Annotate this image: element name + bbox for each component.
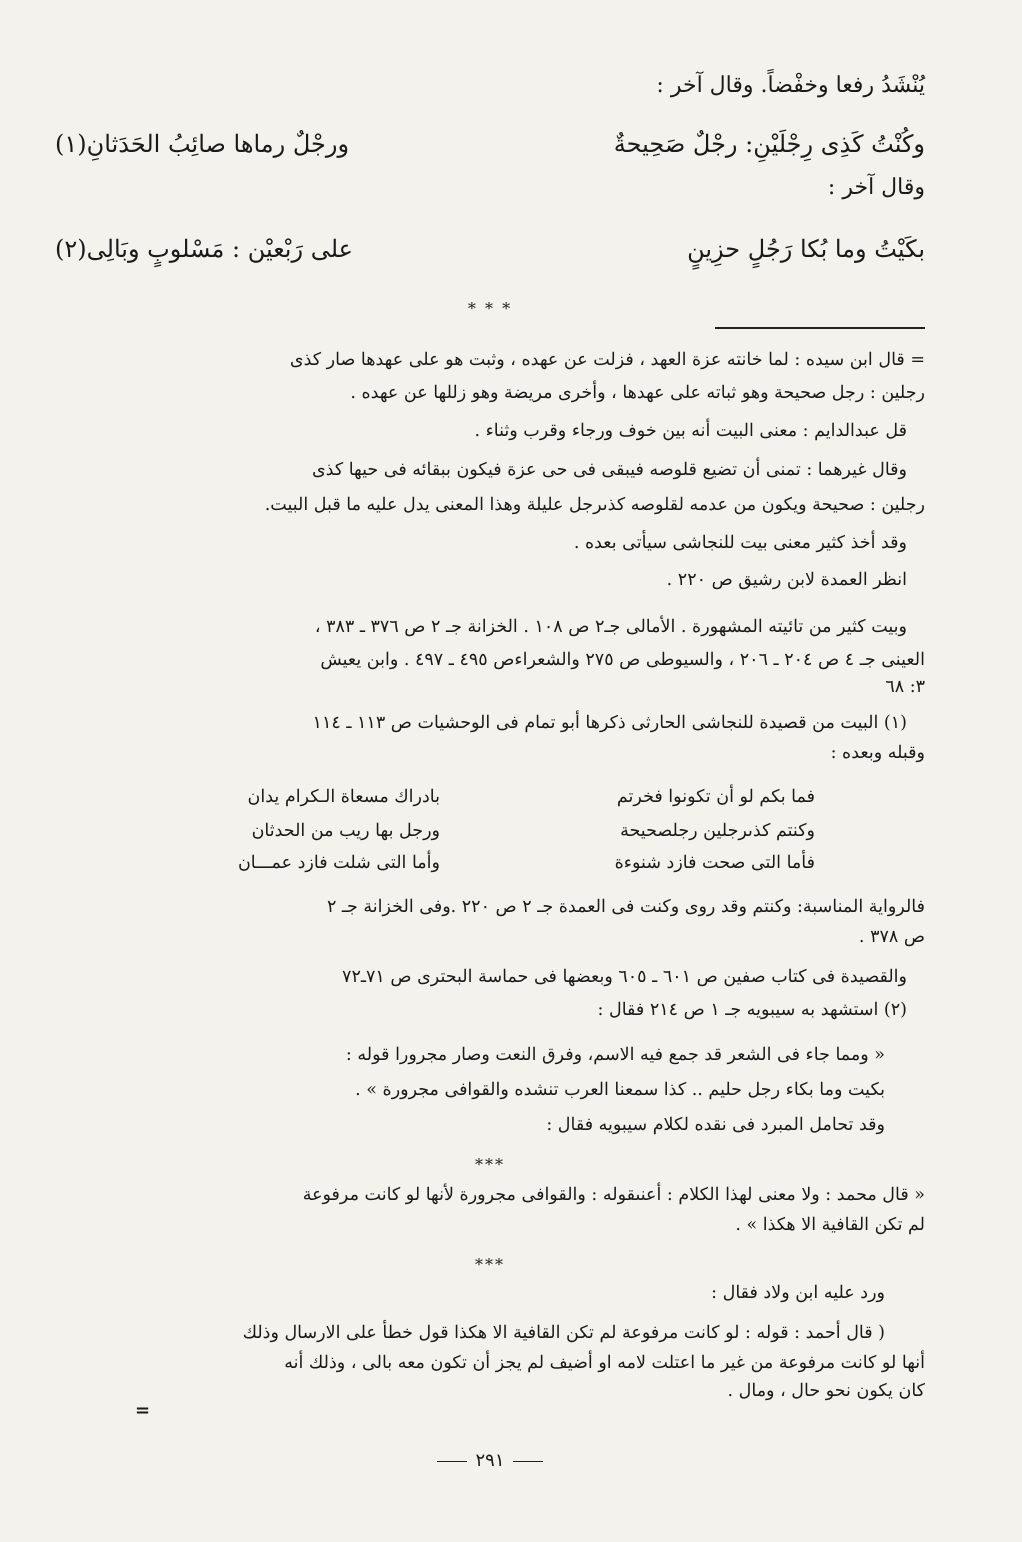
note-line: كان يكون نحو حال ، ومال .: [727, 1381, 925, 1401]
section-stars: ***: [475, 1255, 505, 1274]
note-line: انظر العمدة لابن رشيق ص ٢٢٠ .: [666, 570, 907, 590]
note-line: ص ٣٧٨ .: [858, 927, 925, 947]
poem-hemistich: وأما التى شلت فازد عمـــان: [237, 853, 440, 873]
note-line: وقبله وبعده :: [830, 743, 925, 763]
poem-hemistich: فأما التى صحت فازد شنوءة: [614, 853, 815, 873]
verse-1-second-hemistich: ورجْلٌ رماها صائِبُ الحَدَثانِ(١): [55, 130, 350, 158]
note-line: وقال غيرهما : تمنى أن تضيع قلوصه فيبقى فى حى عزة فيكون ببقائه فى حيها كذى: [311, 460, 907, 480]
page-number: [55, 1450, 925, 1471]
note-line: وقد أخذ كثير معنى بيت للنجاشى سيأتى بعده .: [573, 533, 907, 553]
note-line: « ومما جاء فى الشعر قد جمع فيه الاسم، وفرق النعت وصار مجرورا قوله :: [345, 1045, 885, 1065]
note-line: فالرواية المناسبة: وكنتم وقد روى وكنت فى العمدة جـ ٢ ص ٢٢٠ .وفى الخزانة جـ ٢: [326, 897, 925, 917]
note-line: بكيت وما بكاء رجل حليم .. كذا سمعنا العرب تنشده والقوافى مجرورة » .: [355, 1080, 885, 1100]
note-line: رجلين : رجل صحيحة وهو ثباته على عهدها ، وأخرى مريضة وهو زللها عن عهده .: [350, 383, 925, 403]
note-line: ٣: ٦٨: [885, 677, 925, 697]
footnote-2: (٢) استشهد به سيبويه جـ ١ ص ٢١٤ فقال :: [597, 1000, 907, 1020]
note-line: ورد عليه ابن ولاد فقال :: [711, 1283, 885, 1303]
continuation-mark: =: [135, 1400, 151, 1421]
poem-hemistich: ورجل بها ريب من الحدثان: [251, 821, 440, 841]
section-stars: ***: [475, 1155, 505, 1174]
note-line: « قال محمد : ولا معنى لهذا الكلام : أعنىقوله : والقوافى مجرورة لأنها لو كانت مرفوعة: [302, 1185, 925, 1205]
verse-2-first-hemistich: بكَيْتُ وما بُكا رَجُلٍ حزِينٍ: [687, 235, 925, 263]
page-number-text: ٢٩١: [475, 1450, 505, 1471]
section-stars: * * *: [467, 299, 513, 318]
note-line: وقد تحامل المبرد فى نقده لكلام سيبويه فقال :: [546, 1115, 885, 1135]
footnote-1: (١) البيت من قصيدة للنجاشى الحارثى ذكرها أبو تمام فى الوحشيات ص ١١٣ ـ ١١٤: [312, 713, 907, 733]
note-line: قل عبدالدايم : معنى البيت أنه بين خوف ورجاء وقرب وثناء .: [474, 421, 907, 441]
note-line: = قال ابن سيده : لما خانته عزة العهد ، فزلت عن عهده ، وثبت هو على عهدها صار كذى: [289, 350, 925, 370]
note-line: ( قال أحمد : قوله : لو كانت مرفوعة لم تكن القافية الا هكذا قول خطأ على الارسال وذلك: [242, 1323, 885, 1343]
poem-hemistich: بادراك مسعاة الـكرام يدان: [247, 787, 440, 807]
note-line: أنها لو كانت مرفوعة من غير ما اعتلت لامه او أضيف لم يجز أن تكون معه بالى ، وذلك أنه: [284, 1353, 925, 1373]
dash-left: [513, 1461, 543, 1462]
note-line: وبيت كثير من تائيته المشهورة . الأمالى جـ٢ ص ١٠٨ . الخزانة جـ ٢ ص ٣٧٦ ـ ٣٨٣ ،: [314, 617, 907, 637]
document-page: [55, 65, 925, 1485]
note-line: العينى جـ ٤ ص ٢٠٤ ـ ٢٠٦ ، والسيوطى ص ٢٧٥ والشعراءص ٤٩٥ ـ ٤٩٧ . وابن يعيش: [320, 650, 925, 670]
poem-hemistich: فما بكم لو أن تكونوا فخرتم: [616, 787, 815, 807]
dash-right: [437, 1461, 467, 1462]
main-line: يُنْشَدُ رفعا وخفْضاً. وقال آخر :: [656, 73, 925, 98]
verse-2-second-hemistich: على رَبْعيْن : مَسْلوبٍ وبَالِى(٢): [55, 235, 353, 263]
note-line: لم تكن القافية الا هكذا » .: [735, 1215, 925, 1235]
verse-1-first-hemistich: وكُنْتُ كَذِى رِجْلَيْنِ: رجْلٌ صَحِيحةٌ: [613, 130, 925, 158]
poem-hemistich: وكنتم كذىرجلين رجلصحيحة: [620, 821, 815, 841]
note-line: والقصيدة فى كتاب صفين ص ٦٠١ ـ ٦٠٥ وبعضها فى حماسة البحترى ص ٧١ـ٧٢: [342, 967, 907, 987]
main-line: وقال آخر :: [827, 175, 925, 200]
note-line: رجلين : صحيحة ويكون من عدمه لقلوصه كذىرجل عليلة وهذا المعنى يدل عليه ما قبل البيت.: [264, 495, 925, 515]
footnote-divider: [715, 327, 925, 329]
